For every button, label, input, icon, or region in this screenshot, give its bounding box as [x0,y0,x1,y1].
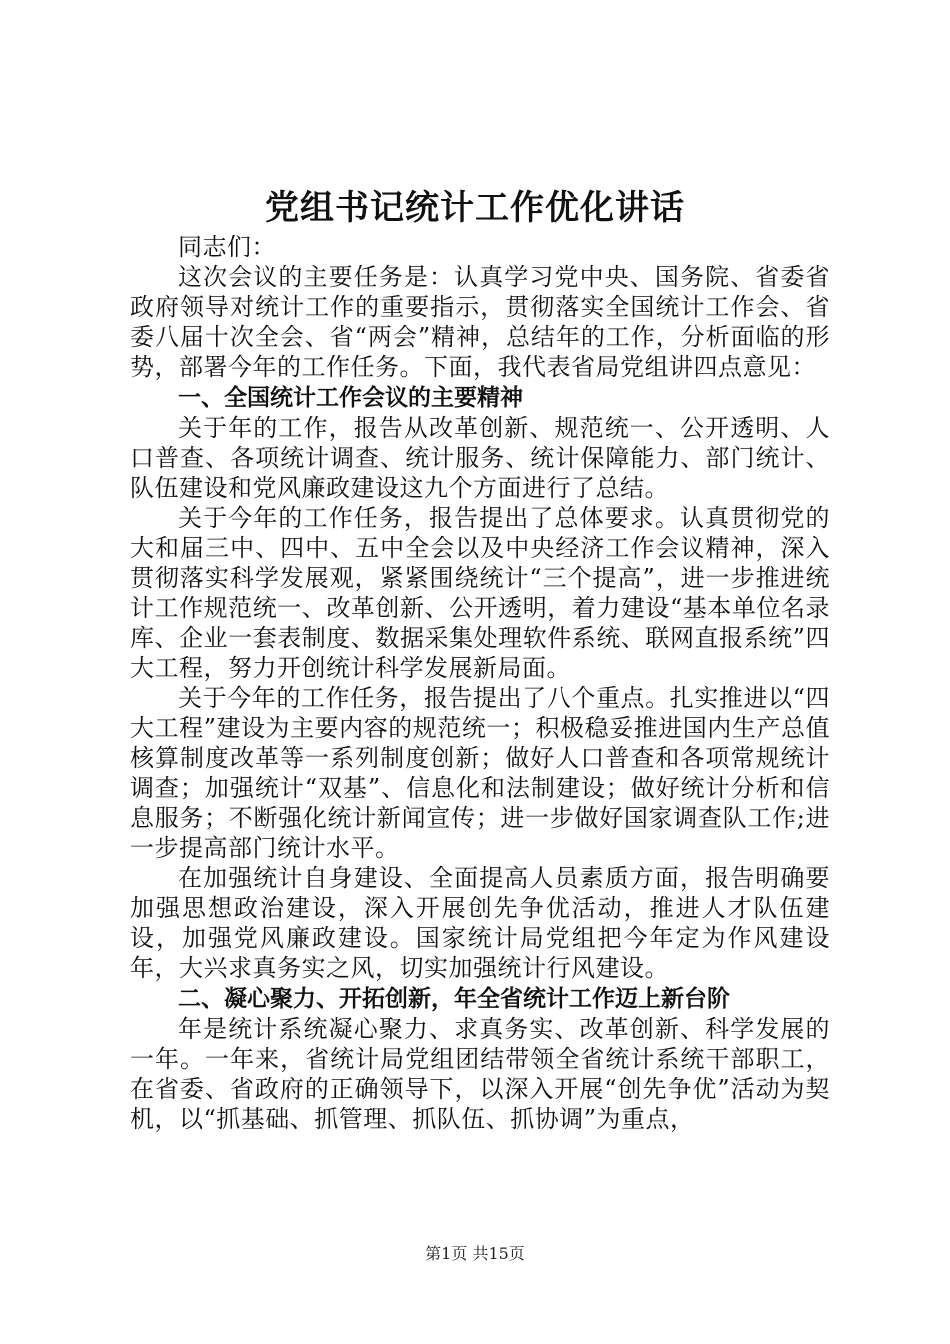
section-heading-2: 二、凝心聚力、开拓创新，年全省统计工作迈上新台阶 [178,986,730,1012]
greeting: 同志们： [178,233,276,261]
paragraph: 在加强统计自身建设、全面提高人员素质方面，报告明确要加强思想政治建设，深入开展创先争优活动，推进人才队伍建设，加强党风廉政建设。国家统计局党组把今年定为作风建设年，大兴求真务实之风，切实加强统计行风建设。 [130,864,830,982]
document-title: 党组书记统计工作优化讲话 [265,188,685,228]
paragraph: 年是统计系统凝心聚力、求真务实、改革创新、科学发展的一年。一年来，省统计局党组团结带领全省统计系统干部职工，在省委、省政府的正确领导下，以深入开展“创先争优”活动为契机，以“抓基础、抓管理、抓队伍、抓协调”为重点， [130,1015,830,1133]
document-body [130,232,830,1134]
paragraph: 关于年的工作，报告从改革创新、规范统一、公开透明、人口普查、各项统计调查、统计服务、统计保障能力、部门统计、队伍建设和党风廉政建设这九个方面进行了总结。 [130,414,830,502]
page-number-footer: 第1页 共15页 [425,1244,525,1263]
paragraph: 关于今年的工作任务，报告提出了八个重点。扎实推进以“四大工程”建设为主要内容的规范统一；积极稳妥推进国内生产总值核算制度改革等一系列制度创新；做好人口普查和各项常规统计调查；加强统计“双基”、信息化和法制建设；做好统计分析和信息服务；不断强化统计新闻宣传；进一步做好国家调查队工作;进一步提高部门统计水平。 [130,684,830,862]
section-heading-1: 一、全国统计工作会议的主要精神 [178,385,523,411]
paragraph: 关于今年的工作任务，报告提出了总体要求。认真贯彻党的大和届三中、四中、五中全会以及中央经济工作会议精神，深入贯彻落实科学发展观，紧紧围绕统计“三个提高”，进一步推进统计工作规范统一、改革创新、公开透明，着力建设“基本单位名录库、企业一套表制度、数据采集处理软件系统、联网直报系统”四大工程，努力开创统计科学发展新局面。 [130,504,830,682]
paragraph-intro: 这次会议的主要任务是：认真学习党中央、国务院、省委省政府领导对统计工作的重要指示，贯彻落实全国统计工作会、省委八届十次全会、省“两会”精神，总结年的工作，分析面临的形势，部署今年的工作任务。下面，我代表省局党组讲四点意见： [130,263,830,381]
